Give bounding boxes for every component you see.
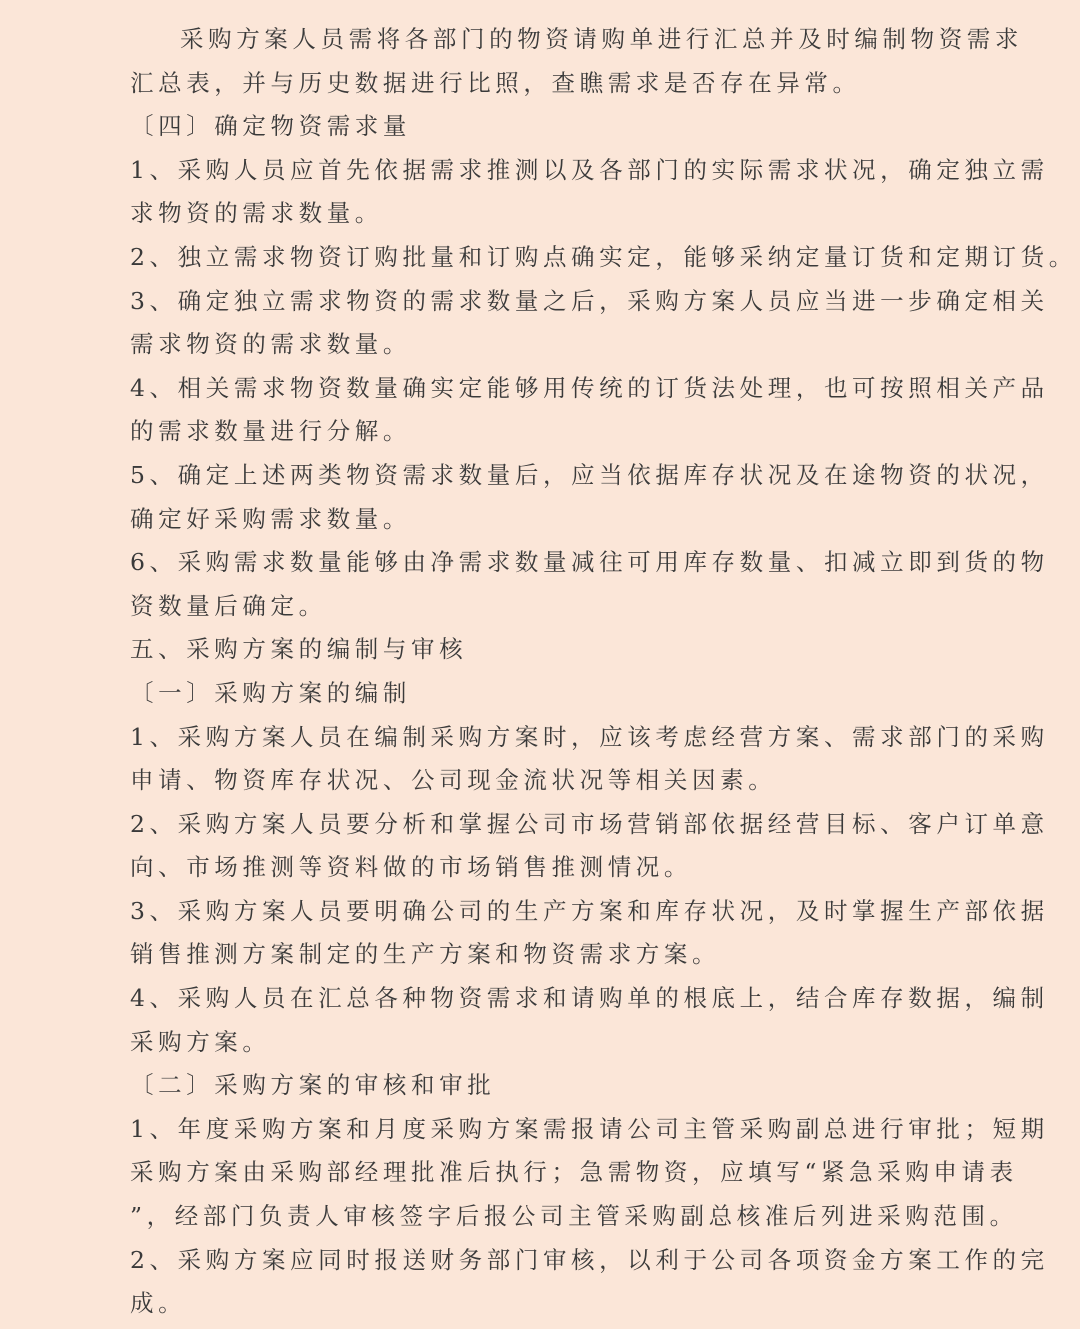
text-line: 〔二〕采购方案的审核和审批	[130, 1071, 496, 1100]
text-line: 五、采购方案的编制与审核	[130, 635, 468, 664]
text-line: 5、确定上述两类物资需求数量后，应当依据库存状况及在途物资的状况，	[130, 460, 1049, 489]
text-line: 〔一〕采购方案的编制	[130, 678, 411, 707]
text-line: 销售推测方案制定的生产方案和物资需求方案。	[130, 940, 721, 969]
text-line: 成。	[130, 1289, 187, 1318]
text-line: ”，经部门负责人审核签字后报公司主管采购副总核准后列进采购范围。	[130, 1202, 1018, 1231]
text-line: 求物资的需求数量。	[130, 199, 383, 228]
text-line: 2、采购方案人员要分析和掌握公司市场营销部依据经营目标、客户订单意	[130, 809, 1049, 838]
text-line: 〔四〕确定物资需求量	[130, 112, 411, 141]
text-line: 1、采购方案人员在编制采购方案时，应该考虑经营方案、需求部门的采购	[130, 722, 1049, 751]
text-line: 3、采购方案人员要明确公司的生产方案和库存状况，及时掌握生产部依据	[130, 896, 1049, 925]
text-line: 采购方案。	[130, 1027, 271, 1056]
text-line: 需求物资的需求数量。	[130, 330, 411, 359]
text-line: 向、市场推测等资料做的市场销售推测情况。	[130, 853, 692, 882]
text-line: 申请、物资库存状况、公司现金流状况等相关因素。	[130, 766, 777, 795]
text-line: 6、采购需求数量能够由净需求数量减往可用库存数量、扣减立即到货的物	[130, 548, 1049, 577]
text-line: 2、独立需求物资订购批量和订购点确实定，能够采纳定量订货和定期订货。	[130, 242, 1077, 271]
text-line: 3、确定独立需求物资的需求数量之后，采购方案人员应当进一步确定相关	[130, 286, 1049, 315]
text-line: 确定好采购需求数量。	[130, 504, 411, 533]
text-line: 的需求数量进行分解。	[130, 417, 411, 446]
text-line: 汇总表，并与历史数据进行比照，查瞧需求是否存在异常。	[130, 68, 861, 97]
text-line: 1、采购人员应首先依据需求推测以及各部门的实际需求状况，确定独立需	[130, 155, 1049, 184]
text-line: 4、采购人员在汇总各种物资需求和请购单的根底上，结合库存数据，编制	[130, 984, 1049, 1013]
text-line: 4、相关需求物资数量确实定能够用传统的订货法处理，也可按照相关产品	[130, 373, 1049, 402]
text-line: 资数量后确定。	[130, 591, 327, 620]
text-line: 采购方案由采购部经理批准后执行；急需物资，应填写“紧急采购申请表	[130, 1158, 1018, 1187]
text-line: 采购方案人员需将各部门的物资请购单进行汇总并及时编制物资需求	[180, 25, 1023, 53]
text-line: 2、采购方案应同时报送财务部门审核，以利于公司各项资金方案工作的完	[130, 1245, 1049, 1274]
text-line: 1、年度采购方案和月度采购方案需报请公司主管采购副总进行审批；短期	[130, 1114, 1049, 1143]
